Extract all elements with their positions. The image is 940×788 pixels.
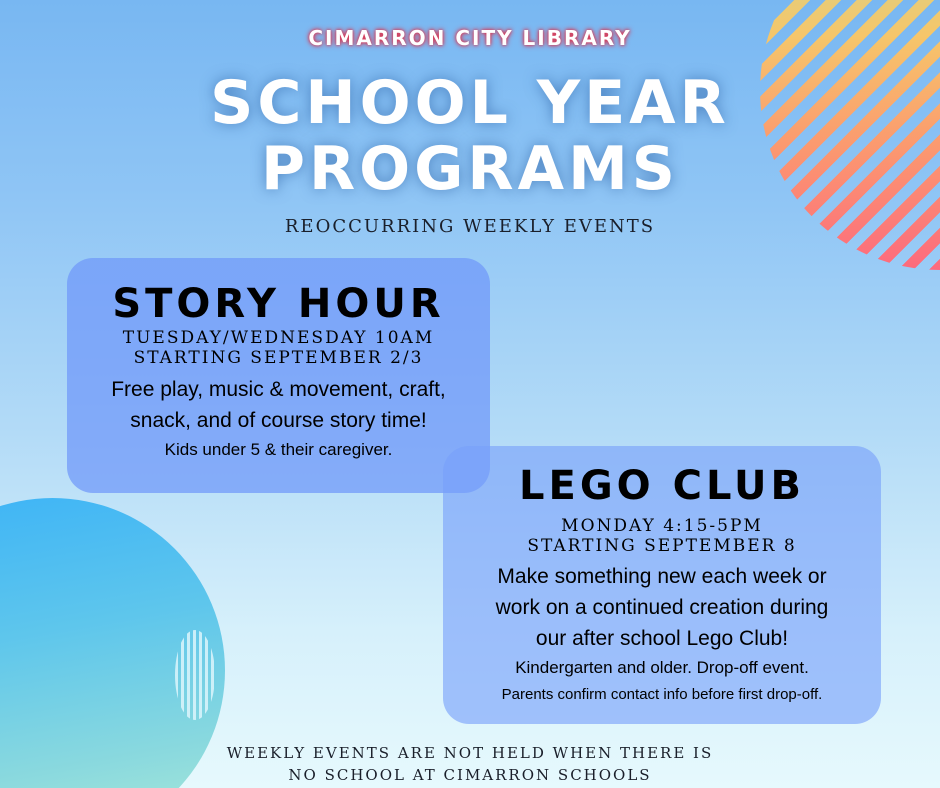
program-title: LEGO CLUB: [519, 463, 805, 509]
program-description: Free play, music & movement, craft, snack, and of course story time!: [111, 378, 446, 432]
program-audience: Kids under 5 & their caregiver.: [164, 440, 393, 459]
lego-club-card: [443, 446, 881, 724]
brush-streak-decoration: [175, 630, 215, 720]
program-audience: Kindergarten and older. Drop-off event.: [515, 658, 809, 677]
program-title: STORY HOUR: [112, 281, 445, 327]
library-name: CIMARRON CITY LIBRARY: [308, 26, 632, 50]
subtitle: REOCCURRING WEEKLY EVENTS: [284, 216, 656, 237]
program-schedule: TUESDAY/WEDNESDAY 10AM STARTING SEPTEMBER 2/3: [122, 328, 435, 368]
footer-notice: WEEKLY EVENTS ARE NOT HELD WHEN THERE IS NO SCHOOL AT CIMARRON SCHOOLS: [226, 744, 714, 784]
program-schedule: MONDAY 4:15-5PM STARTING SEPTEMBER 8: [527, 516, 797, 556]
program-note: Parents confirm contact info before first drop-off.: [501, 686, 823, 703]
story-hour-card: [67, 258, 490, 493]
page-title: SCHOOL YEAR PROGRAMS: [210, 68, 730, 204]
program-description: Make something new each week or work on a continued creation during our after school Lego Club!: [495, 565, 829, 650]
